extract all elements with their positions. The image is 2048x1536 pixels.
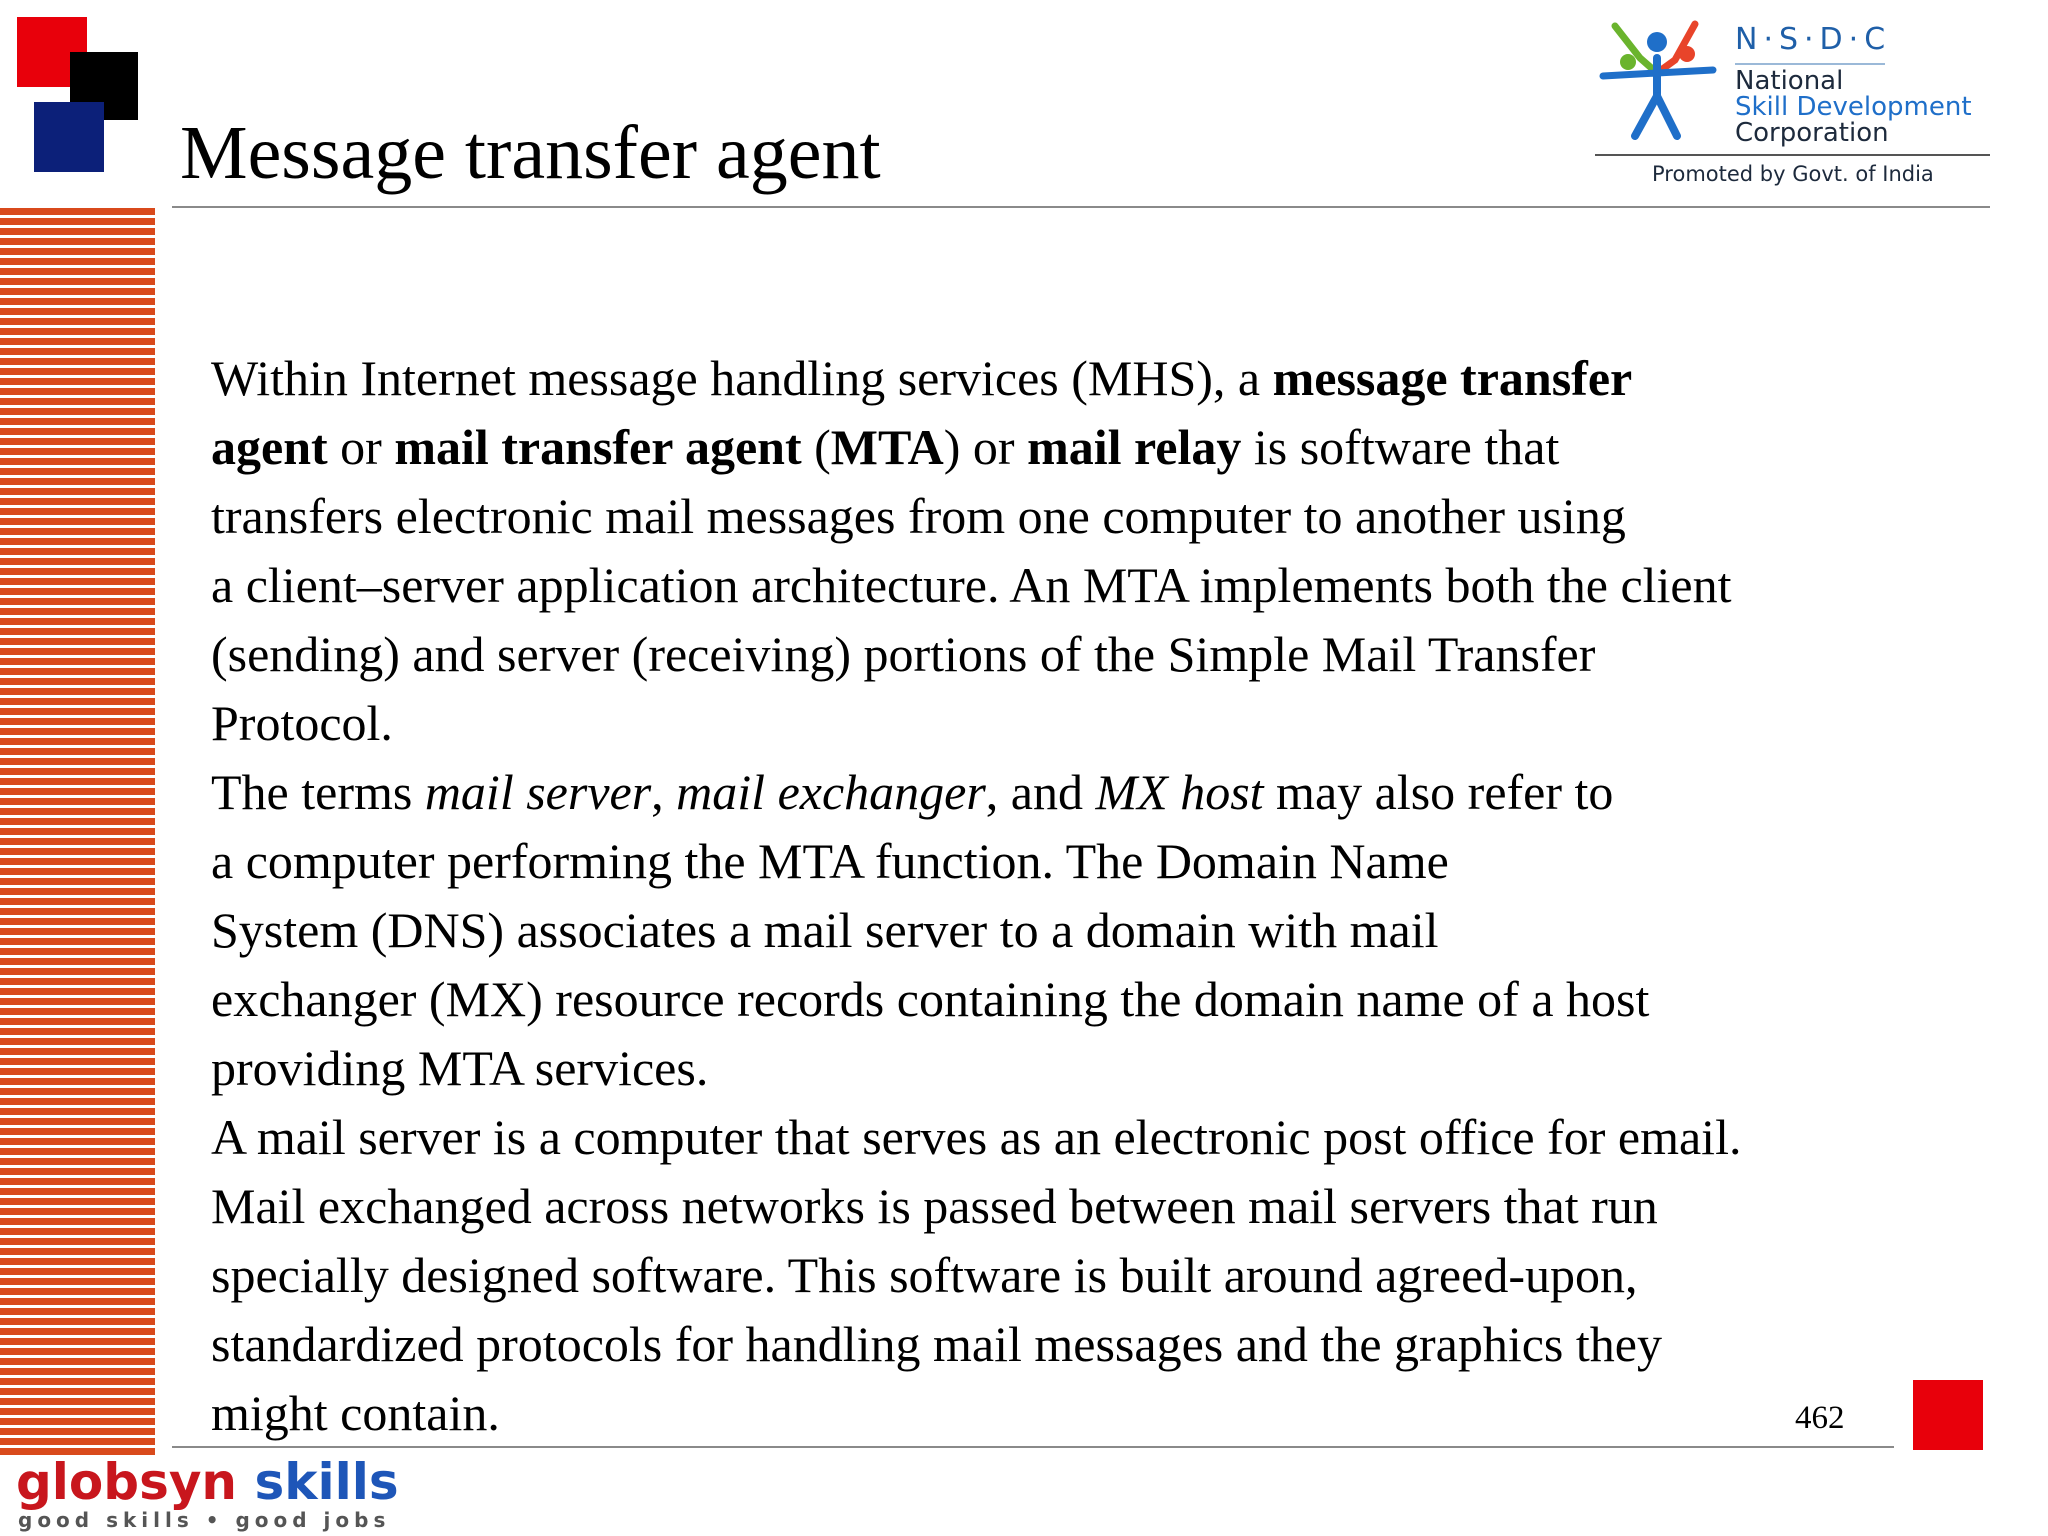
paragraph-mail-server-terms	[211, 758, 2011, 1103]
text-run: ,	[651, 764, 677, 820]
nsdc-emblem-icon	[1595, 18, 1725, 148]
body-line: (sending) and server (receiving) portions of the Simple Mail Transfer	[211, 626, 1596, 682]
body-line	[211, 344, 2011, 413]
body-line	[211, 413, 2011, 482]
body-line: providing MTA services.	[211, 1040, 709, 1096]
text-run: may also refer to	[1263, 764, 1614, 820]
body-line: transfers electronic mail messages from one computer to another using	[211, 488, 1626, 544]
skills-word: skills	[254, 1453, 399, 1511]
slide-title: Message transfer agent	[180, 111, 881, 195]
body-line: might contain.	[211, 1385, 500, 1441]
decor-square-bottom	[1913, 1380, 1983, 1450]
text-run: , and	[985, 764, 1096, 820]
term-agent: agent	[211, 419, 328, 475]
body-line: Mail exchanged across networks is passed between mail servers that run	[211, 1178, 1658, 1234]
body-line: a computer performing the MTA function. The Domain Name	[211, 833, 1449, 889]
text-run: (	[801, 419, 831, 475]
body-line: Protocol.	[211, 695, 393, 751]
term-message-transfer: message transfer	[1272, 350, 1633, 406]
text-run: Within Internet message handling services (MHS), a	[211, 350, 1273, 406]
nsdc-line-skill-development: Skill Development	[1735, 92, 1972, 122]
paragraph-mail-server-definition	[211, 1103, 2011, 1448]
nsdc-logo-divider	[1595, 154, 1990, 156]
decor-stripe-band	[0, 208, 155, 1458]
body-line: A mail server is a computer that serves as an electronic post office for email.	[211, 1109, 1742, 1165]
nsdc-abbrev: N·S·D·C	[1735, 22, 1892, 57]
body-line: standardized protocols for handling mail messages and the graphics they	[211, 1316, 1662, 1372]
body-line: exchanger (MX) resource records containing the domain name of a host	[211, 971, 1650, 1027]
body-line: specially designed software. This software is built around agreed-upon,	[211, 1247, 1638, 1303]
nsdc-line-national: National	[1735, 66, 1844, 96]
text-run: The terms	[211, 764, 425, 820]
text-run: or	[327, 419, 395, 475]
paragraph-mta-definition	[211, 344, 2011, 758]
globsyn-word: globsyn	[16, 1453, 238, 1511]
term-mail-transfer-agent: mail transfer agent	[394, 419, 802, 475]
nsdc-promoted-text: Promoted by Govt. of India	[1652, 162, 1934, 186]
term-mail-relay: mail relay	[1027, 419, 1242, 475]
term-mail-exchanger: mail exchanger	[676, 764, 986, 820]
decor-square-blue	[34, 102, 104, 172]
page-number: 462	[1795, 1400, 1845, 1436]
nsdc-logo	[1595, 14, 1995, 194]
body-line	[211, 758, 2011, 827]
footer-divider	[172, 1446, 1894, 1448]
nsdc-abbrev-rule	[1735, 63, 1885, 65]
globsyn-skills-logo	[14, 1450, 414, 1536]
text-run: ) or	[943, 419, 1028, 475]
body-line: a client–server application architecture. An MTA implements both the client	[211, 557, 1732, 613]
text-run: is software that	[1241, 419, 1560, 475]
nsdc-line-corporation: Corporation	[1735, 118, 1889, 148]
slide-body	[211, 344, 2011, 1448]
term-mail-server: mail server	[424, 764, 652, 820]
title-divider	[172, 206, 1990, 208]
term-mta: MTA	[830, 419, 944, 475]
globsyn-wordmark	[16, 1450, 399, 1514]
globsyn-tagline: good skills • good jobs	[18, 1508, 391, 1532]
body-line: System (DNS) associates a mail server to a domain with mail	[211, 902, 1439, 958]
term-mx-host: MX host	[1095, 764, 1264, 820]
